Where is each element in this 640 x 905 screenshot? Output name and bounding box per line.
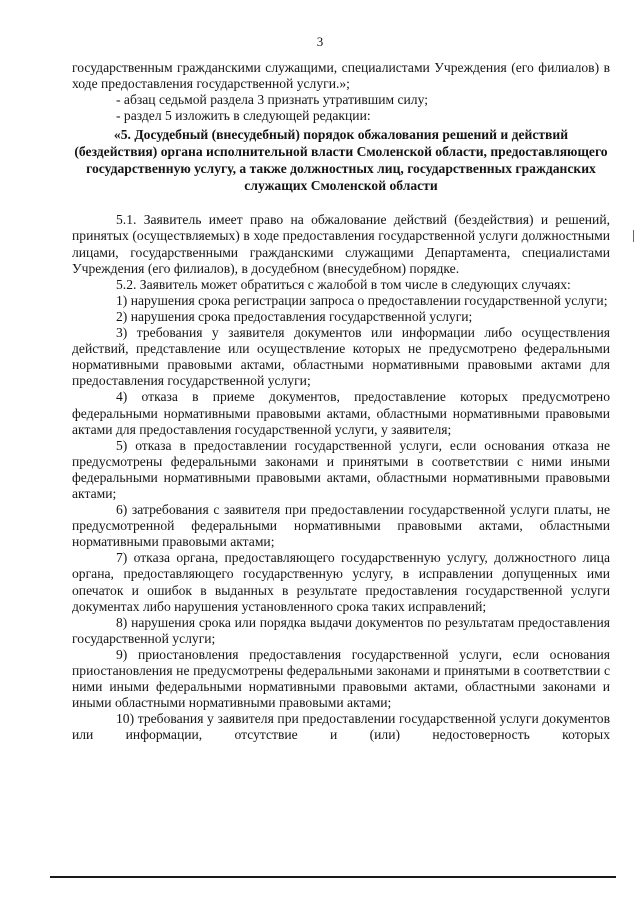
scan-edge-mark: [633, 230, 634, 242]
list-item-2: 2) нарушения срока предоставления государственной услуги;: [116, 308, 473, 324]
section-heading: «5. Досудебный (внесудебный) порядок обжалования решений и действий (бездействия) органа исполнительной власти Смоленской области, предоставляющего государственную услугу, а также должностных лиц, государственных гражданских служащих Смоленской области: [74, 127, 608, 194]
paragraph-5-2: 5.2. Заявитель может обратиться с жалобой в том числе в следующих случаях:: [116, 276, 571, 292]
list-item-8: 8) нарушения срока или порядка выдачи документов по результатам предоставления государственной услуги;: [72, 614, 610, 646]
document-body: [72, 60, 610, 743]
page-number: 3: [316, 34, 324, 49]
paragraph-5-1: 5.1. Заявитель имеет право на обжалование действий (бездействия) и решений, принятых (осуществляемых) в ходе предоставления государственной услуги должностными лицами, государственными гражданскими служащими Департамента, специалистами Учреждения (его филиалов), в досудебном (внесудебном) порядке.: [72, 212, 610, 276]
list-item-5: 5) отказа в предоставлении государственной услуги, если основания отказа не предусмотрены федеральными законами и принятыми в соответствии с ними иными федеральными нормативными правовыми актами, областными нормативными правовыми актами;: [72, 437, 610, 501]
intro-item-paragraph-7: - абзац седьмой раздела 3 признать утратившим силу;: [116, 92, 428, 108]
intro-item-section-5: - раздел 5 изложить в следующей редакции:: [116, 108, 371, 124]
list-item-10: 10) требования у заявителя при предоставлении государственной услуги документов или информации, отсутствие и (или) недостоверность которых: [72, 711, 610, 743]
list-item-3: 3) требования у заявителя документов или информации либо осуществления действий, представление или осуществление которых не предусмотрено федеральными нормативными правовыми актами, областными нормативными правовыми актами для предоставления государственной услуги;: [72, 325, 610, 389]
list-item-6: 6) затребования с заявителя при предоставлении государственной услуги платы, не предусмотренной федеральными нормативными правовыми актами, областными нормативными правовыми актами;: [72, 502, 610, 550]
list-item-9: 9) приостановления предоставления государственной услуги, если основания приостановления не предусмотрены федеральными законами и принятыми в соответствии с ними иными федеральными нормативными правовыми актами, областными законами и иными областными нормативными правовыми актами;: [72, 646, 610, 711]
list-item-1: 1) нарушения срока регистрации запроса о предоставлении государственной услуги;: [116, 292, 608, 308]
footer-rule: [50, 876, 616, 878]
list-item-7: 7) отказа органа, предоставляющего государственную услугу, должностного лица органа, предоставляющего государственную услугу, в исправлении допущенных ими опечаток и ошибок в выданных в результате предоставления государственной услуги документах либо нарушения установленного срока таких исправлений;: [72, 550, 610, 614]
list-item-4: 4) отказа в приеме документов, предоставление которых предусмотрено федеральными нормативными правовыми актами, областными нормативными правовыми актами для предоставления государственной услуги, у заявителя;: [72, 389, 610, 437]
intro-continuation: государственным гражданскими служащими, специалистами Учреждения (его филиалов) в ходе предоставления государственной услуги.»;: [72, 60, 610, 92]
